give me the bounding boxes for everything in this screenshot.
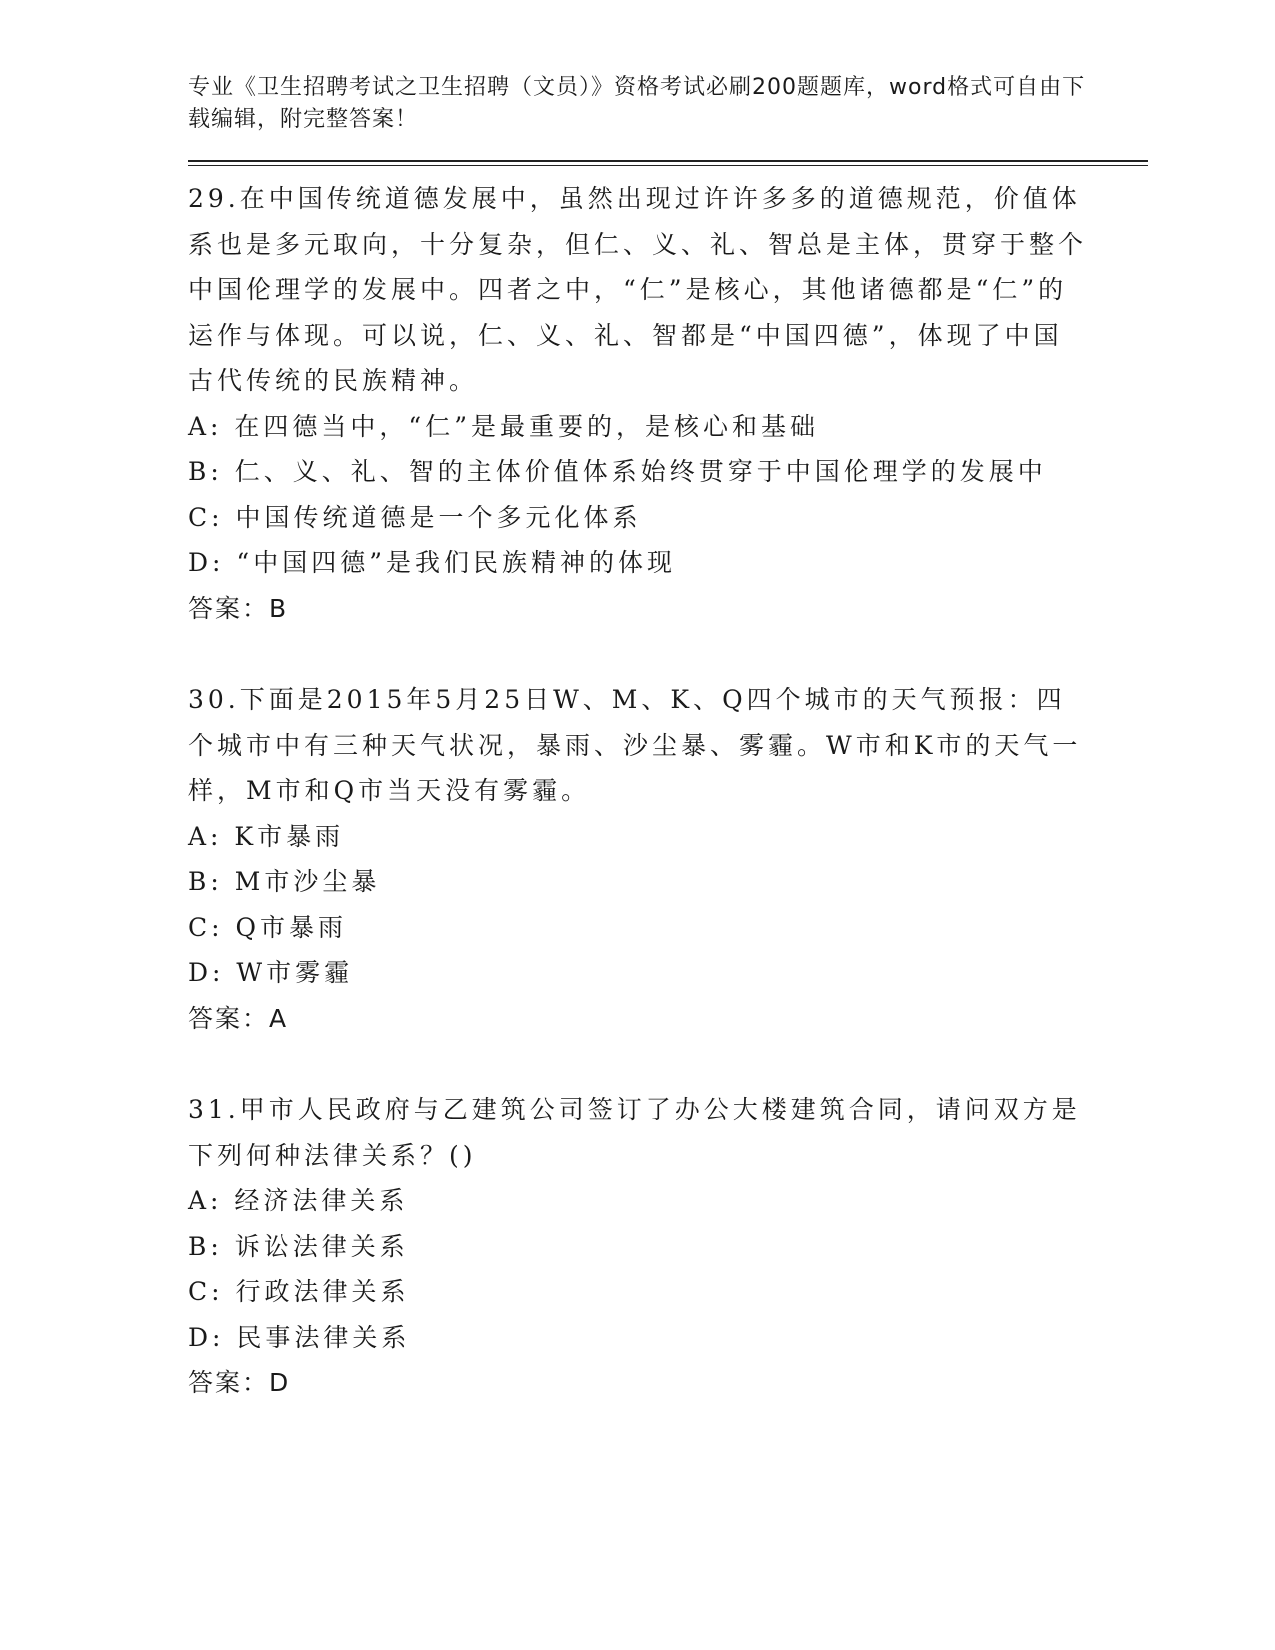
- question-30: [188, 677, 1148, 1041]
- option-c: C: Q市暴雨: [188, 912, 347, 942]
- header-divider: [188, 160, 1148, 166]
- answer-label: 答案：A: [188, 1003, 289, 1033]
- option-c: C: 中国传统道德是一个多元化体系: [188, 502, 642, 532]
- question-stem: 29.在中国传统道德发展中，虽然出现过许许多多的道德规范，价值体系也是多元取向，十分复杂，但仁、义、礼、智总是主体，贯穿于整个中国伦理学的发展中。四者之中，“仁”是核心，其他诸德都是“仁”的运作与体现。可以说，仁、义、礼、智都是“中国四德”，体现了中国古代传统的民族精神。: [188, 184, 1088, 395]
- option-a: A: 在四德当中，“仁”是最重要的，是核心和基础: [188, 411, 819, 441]
- option-d: D: “中国四德”是我们民族精神的体现: [188, 548, 676, 577]
- option-c: C: 行政法律关系: [188, 1277, 410, 1306]
- question-list: [188, 176, 1148, 1406]
- option-b: B: M市沙尘暴: [188, 867, 381, 896]
- option-a: A: 经济法律关系: [188, 1186, 409, 1215]
- question-stem: 31.甲市人民政府与乙建筑公司签订了办公大楼建筑合同，请问双方是下列何种法律关系？(): [188, 1095, 1081, 1170]
- option-b: B: 仁、义、礼、智的主体价值体系始终贯穿于中国伦理学的发展中: [188, 457, 1047, 486]
- answer-label: 答案：B: [188, 593, 289, 623]
- option-a: A: K市暴雨: [188, 821, 345, 851]
- question-31: [188, 1087, 1148, 1406]
- option-d: D: W市雾霾: [188, 958, 354, 987]
- option-b: B: 诉讼法律关系: [188, 1231, 409, 1261]
- question-stem: 30.下面是2015年5月25日W、M、K、Q四个城市的天气预报：四个城市中有三种天气状况，暴雨、沙尘暴、雾霾。W市和K市的天气一样，M市和Q市当天没有雾霾。: [188, 685, 1082, 805]
- document-header: 专业《卫生招聘考试之卫生招聘（文员）》资格考试必刷200题题库，word格式可自由下载编辑，附完整答案！: [188, 75, 1086, 132]
- option-d: D: 民事法律关系: [188, 1322, 411, 1352]
- answer-label: 答案：D: [188, 1368, 291, 1397]
- question-29: [188, 176, 1148, 631]
- document-page: [188, 72, 1148, 1452]
